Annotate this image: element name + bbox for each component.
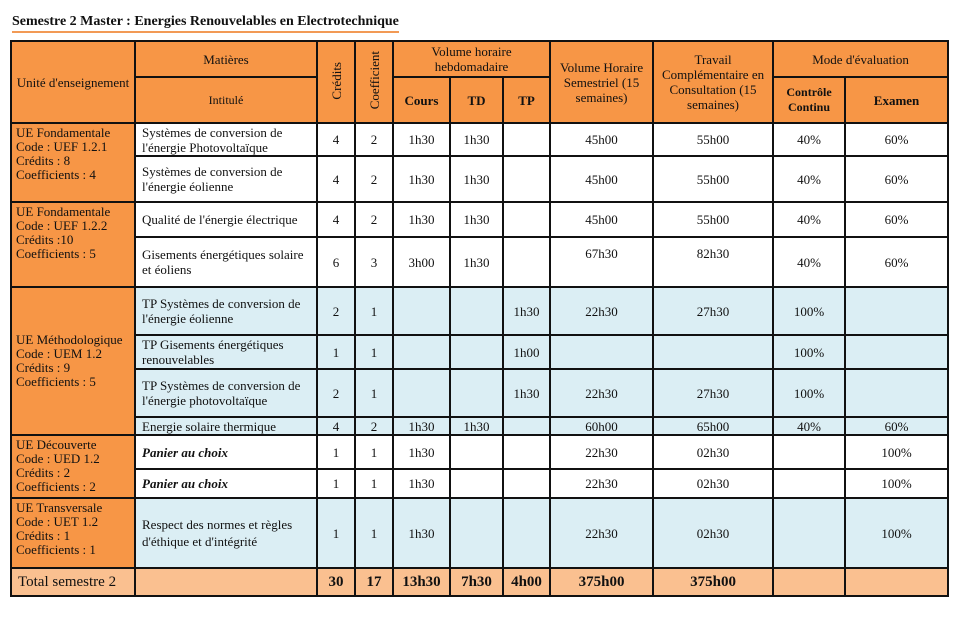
tp-cell: 1h00	[503, 335, 550, 369]
table-row	[11, 498, 948, 568]
curriculum-table	[10, 40, 949, 597]
total-travail: 375h00	[653, 568, 773, 596]
header-volume-hebdo: Volume horaire hebdomadaire	[393, 41, 550, 77]
header-travail: Travail Complémentaire en Consultation (15 semaines)	[653, 41, 773, 123]
cours-cell: 1h30	[393, 498, 450, 568]
header-controle-continu: Contrôle Continu	[773, 77, 845, 123]
course-name: Systèmes de conversion de l'énergie éolienne	[135, 156, 317, 202]
cours-cell: 1h30	[393, 156, 450, 202]
credits-cell: 1	[317, 435, 355, 469]
table-row	[11, 417, 948, 435]
total-tp: 4h00	[503, 568, 550, 596]
cours-cell	[393, 369, 450, 417]
vhs-cell: 67h30	[550, 237, 653, 287]
travail-cell: 82h30	[653, 237, 773, 287]
travail-cell: 27h30	[653, 369, 773, 417]
total-label: Total semestre 2	[11, 568, 135, 596]
tp-cell	[503, 435, 550, 469]
total-row	[11, 568, 948, 596]
exam-cell: 60%	[845, 123, 948, 156]
course-name: Systèmes de conversion de l'énergie Photovoltaïque	[135, 123, 317, 156]
ue-cell: UE Fondamentale Code : UEF 1.2.2 Crédits :10 Coefficients : 5	[11, 202, 135, 287]
header-unite: Unité d'enseignement	[11, 41, 135, 123]
credits-cell: 1	[317, 469, 355, 498]
tp-cell	[503, 202, 550, 237]
td-cell: 1h30	[450, 123, 503, 156]
header-row	[11, 77, 948, 123]
exam-cell: 60%	[845, 202, 948, 237]
exam-cell: 100%	[845, 498, 948, 568]
tp-cell: 1h30	[503, 369, 550, 417]
td-cell	[450, 498, 503, 568]
course-name: TP Systèmes de conversion de l'énergie photovoltaïque	[135, 369, 317, 417]
coef-cell: 2	[355, 417, 393, 435]
table-row	[11, 435, 948, 469]
tp-cell	[503, 498, 550, 568]
header-matieres: Matières	[135, 41, 317, 77]
vhs-cell: 22h30	[550, 369, 653, 417]
table-row	[11, 123, 948, 156]
table-row	[11, 202, 948, 237]
travail-cell: 02h30	[653, 498, 773, 568]
td-cell	[450, 335, 503, 369]
course-name: Energie solaire thermique	[135, 417, 317, 435]
cc-cell: 40%	[773, 123, 845, 156]
coef-cell: 1	[355, 287, 393, 335]
cc-cell: 40%	[773, 202, 845, 237]
coef-cell: 1	[355, 435, 393, 469]
table-row	[11, 369, 948, 417]
coef-cell: 1	[355, 335, 393, 369]
cours-cell	[393, 287, 450, 335]
vhs-cell: 22h30	[550, 287, 653, 335]
header-examen: Examen	[845, 77, 948, 123]
course-name: TP Gisements énergétiques renouvelables	[135, 335, 317, 369]
header-intitule: Intitulé	[135, 77, 317, 123]
cc-cell: 40%	[773, 237, 845, 287]
vhs-cell: 60h00	[550, 417, 653, 435]
travail-cell: 55h00	[653, 202, 773, 237]
cc-cell	[773, 435, 845, 469]
vhs-cell: 45h00	[550, 123, 653, 156]
travail-cell: 02h30	[653, 435, 773, 469]
travail-cell	[653, 335, 773, 369]
page-title: Semestre 2 Master : Energies Renouvelables en Electrotechnique	[12, 14, 399, 33]
exam-cell: 60%	[845, 156, 948, 202]
course-name: Panier au choix	[135, 469, 317, 498]
cours-cell: 1h30	[393, 469, 450, 498]
vhs-cell: 22h30	[550, 435, 653, 469]
credits-cell: 1	[317, 498, 355, 568]
header-coefficient: Coefficient	[355, 41, 393, 123]
total-empty	[773, 568, 845, 596]
tp-cell	[503, 156, 550, 202]
coef-cell: 1	[355, 369, 393, 417]
total-empty	[135, 568, 317, 596]
cc-cell	[773, 498, 845, 568]
ue-cell: UE Méthodologique Code : UEM 1.2 Crédits : 9 Coefficients : 5	[11, 287, 135, 435]
tp-cell	[503, 237, 550, 287]
cours-cell	[393, 335, 450, 369]
cc-cell: 100%	[773, 369, 845, 417]
tp-cell: 1h30	[503, 287, 550, 335]
ue-cell: UE Fondamentale Code : UEF 1.2.1 Crédits : 8 Coefficients : 4	[11, 123, 135, 202]
travail-cell: 55h00	[653, 123, 773, 156]
total-empty	[845, 568, 948, 596]
cc-cell: 100%	[773, 335, 845, 369]
td-cell	[450, 287, 503, 335]
td-cell: 1h30	[450, 156, 503, 202]
course-name: Qualité de l'énergie électrique	[135, 202, 317, 237]
cours-cell: 1h30	[393, 417, 450, 435]
table-row	[11, 156, 948, 202]
travail-cell: 27h30	[653, 287, 773, 335]
cc-cell: 100%	[773, 287, 845, 335]
travail-cell: 65h00	[653, 417, 773, 435]
ue-cell: UE Découverte Code : UED 1.2 Crédits : 2 Coefficients : 2	[11, 435, 135, 498]
course-name: TP Systèmes de conversion de l'énergie éolienne	[135, 287, 317, 335]
cours-cell: 1h30	[393, 435, 450, 469]
coef-cell: 1	[355, 469, 393, 498]
td-cell	[450, 369, 503, 417]
header-mode-evaluation: Mode d'évaluation	[773, 41, 948, 77]
vhs-cell: 22h30	[550, 498, 653, 568]
vhs-cell: 22h30	[550, 469, 653, 498]
td-cell: 1h30	[450, 417, 503, 435]
exam-cell: 60%	[845, 417, 948, 435]
header-credits: Crédits	[317, 41, 355, 123]
total-cours: 13h30	[393, 568, 450, 596]
table-row	[11, 335, 948, 369]
table-row	[11, 237, 948, 287]
cours-cell: 3h00	[393, 237, 450, 287]
tp-cell	[503, 417, 550, 435]
header-td: TD	[450, 77, 503, 123]
ue-cell: UE Transversale Code : UET 1.2 Crédits : 1 Coefficients : 1	[11, 498, 135, 568]
credits-cell: 2	[317, 369, 355, 417]
credits-cell: 4	[317, 417, 355, 435]
exam-cell: 100%	[845, 435, 948, 469]
td-cell	[450, 469, 503, 498]
exam-cell: 60%	[845, 237, 948, 287]
header-cours: Cours	[393, 77, 450, 123]
cc-cell: 40%	[773, 417, 845, 435]
total-td: 7h30	[450, 568, 503, 596]
td-cell: 1h30	[450, 202, 503, 237]
coef-cell: 2	[355, 202, 393, 237]
vhs-cell: 45h00	[550, 156, 653, 202]
table-row	[11, 287, 948, 335]
header-volume-semestriel: Volume Horaire Semestriel (15 semaines)	[550, 41, 653, 123]
coef-cell: 2	[355, 123, 393, 156]
travail-cell: 55h00	[653, 156, 773, 202]
total-credits: 30	[317, 568, 355, 596]
td-cell	[450, 435, 503, 469]
vhs-cell: 45h00	[550, 202, 653, 237]
exam-cell	[845, 369, 948, 417]
credits-cell: 4	[317, 202, 355, 237]
credits-cell: 4	[317, 156, 355, 202]
course-name: Panier au choix	[135, 435, 317, 469]
course-name: Respect des normes et règles d'éthique et d'intégrité	[135, 498, 317, 568]
tp-cell	[503, 469, 550, 498]
coef-cell: 3	[355, 237, 393, 287]
credits-cell: 1	[317, 335, 355, 369]
cours-cell: 1h30	[393, 123, 450, 156]
cc-cell	[773, 469, 845, 498]
course-name: Gisements énergétiques solaire et éoliens	[135, 237, 317, 287]
tp-cell	[503, 123, 550, 156]
td-cell: 1h30	[450, 237, 503, 287]
vhs-cell	[550, 335, 653, 369]
credits-cell: 6	[317, 237, 355, 287]
exam-cell: 100%	[845, 469, 948, 498]
header-tp: TP	[503, 77, 550, 123]
credits-cell: 2	[317, 287, 355, 335]
total-vhs: 375h00	[550, 568, 653, 596]
header-row	[11, 41, 948, 77]
exam-cell	[845, 335, 948, 369]
coef-cell: 2	[355, 156, 393, 202]
total-coef: 17	[355, 568, 393, 596]
exam-cell	[845, 287, 948, 335]
cours-cell: 1h30	[393, 202, 450, 237]
travail-cell: 02h30	[653, 469, 773, 498]
coef-cell: 1	[355, 498, 393, 568]
table-row	[11, 469, 948, 498]
credits-cell: 4	[317, 123, 355, 156]
cc-cell: 40%	[773, 156, 845, 202]
